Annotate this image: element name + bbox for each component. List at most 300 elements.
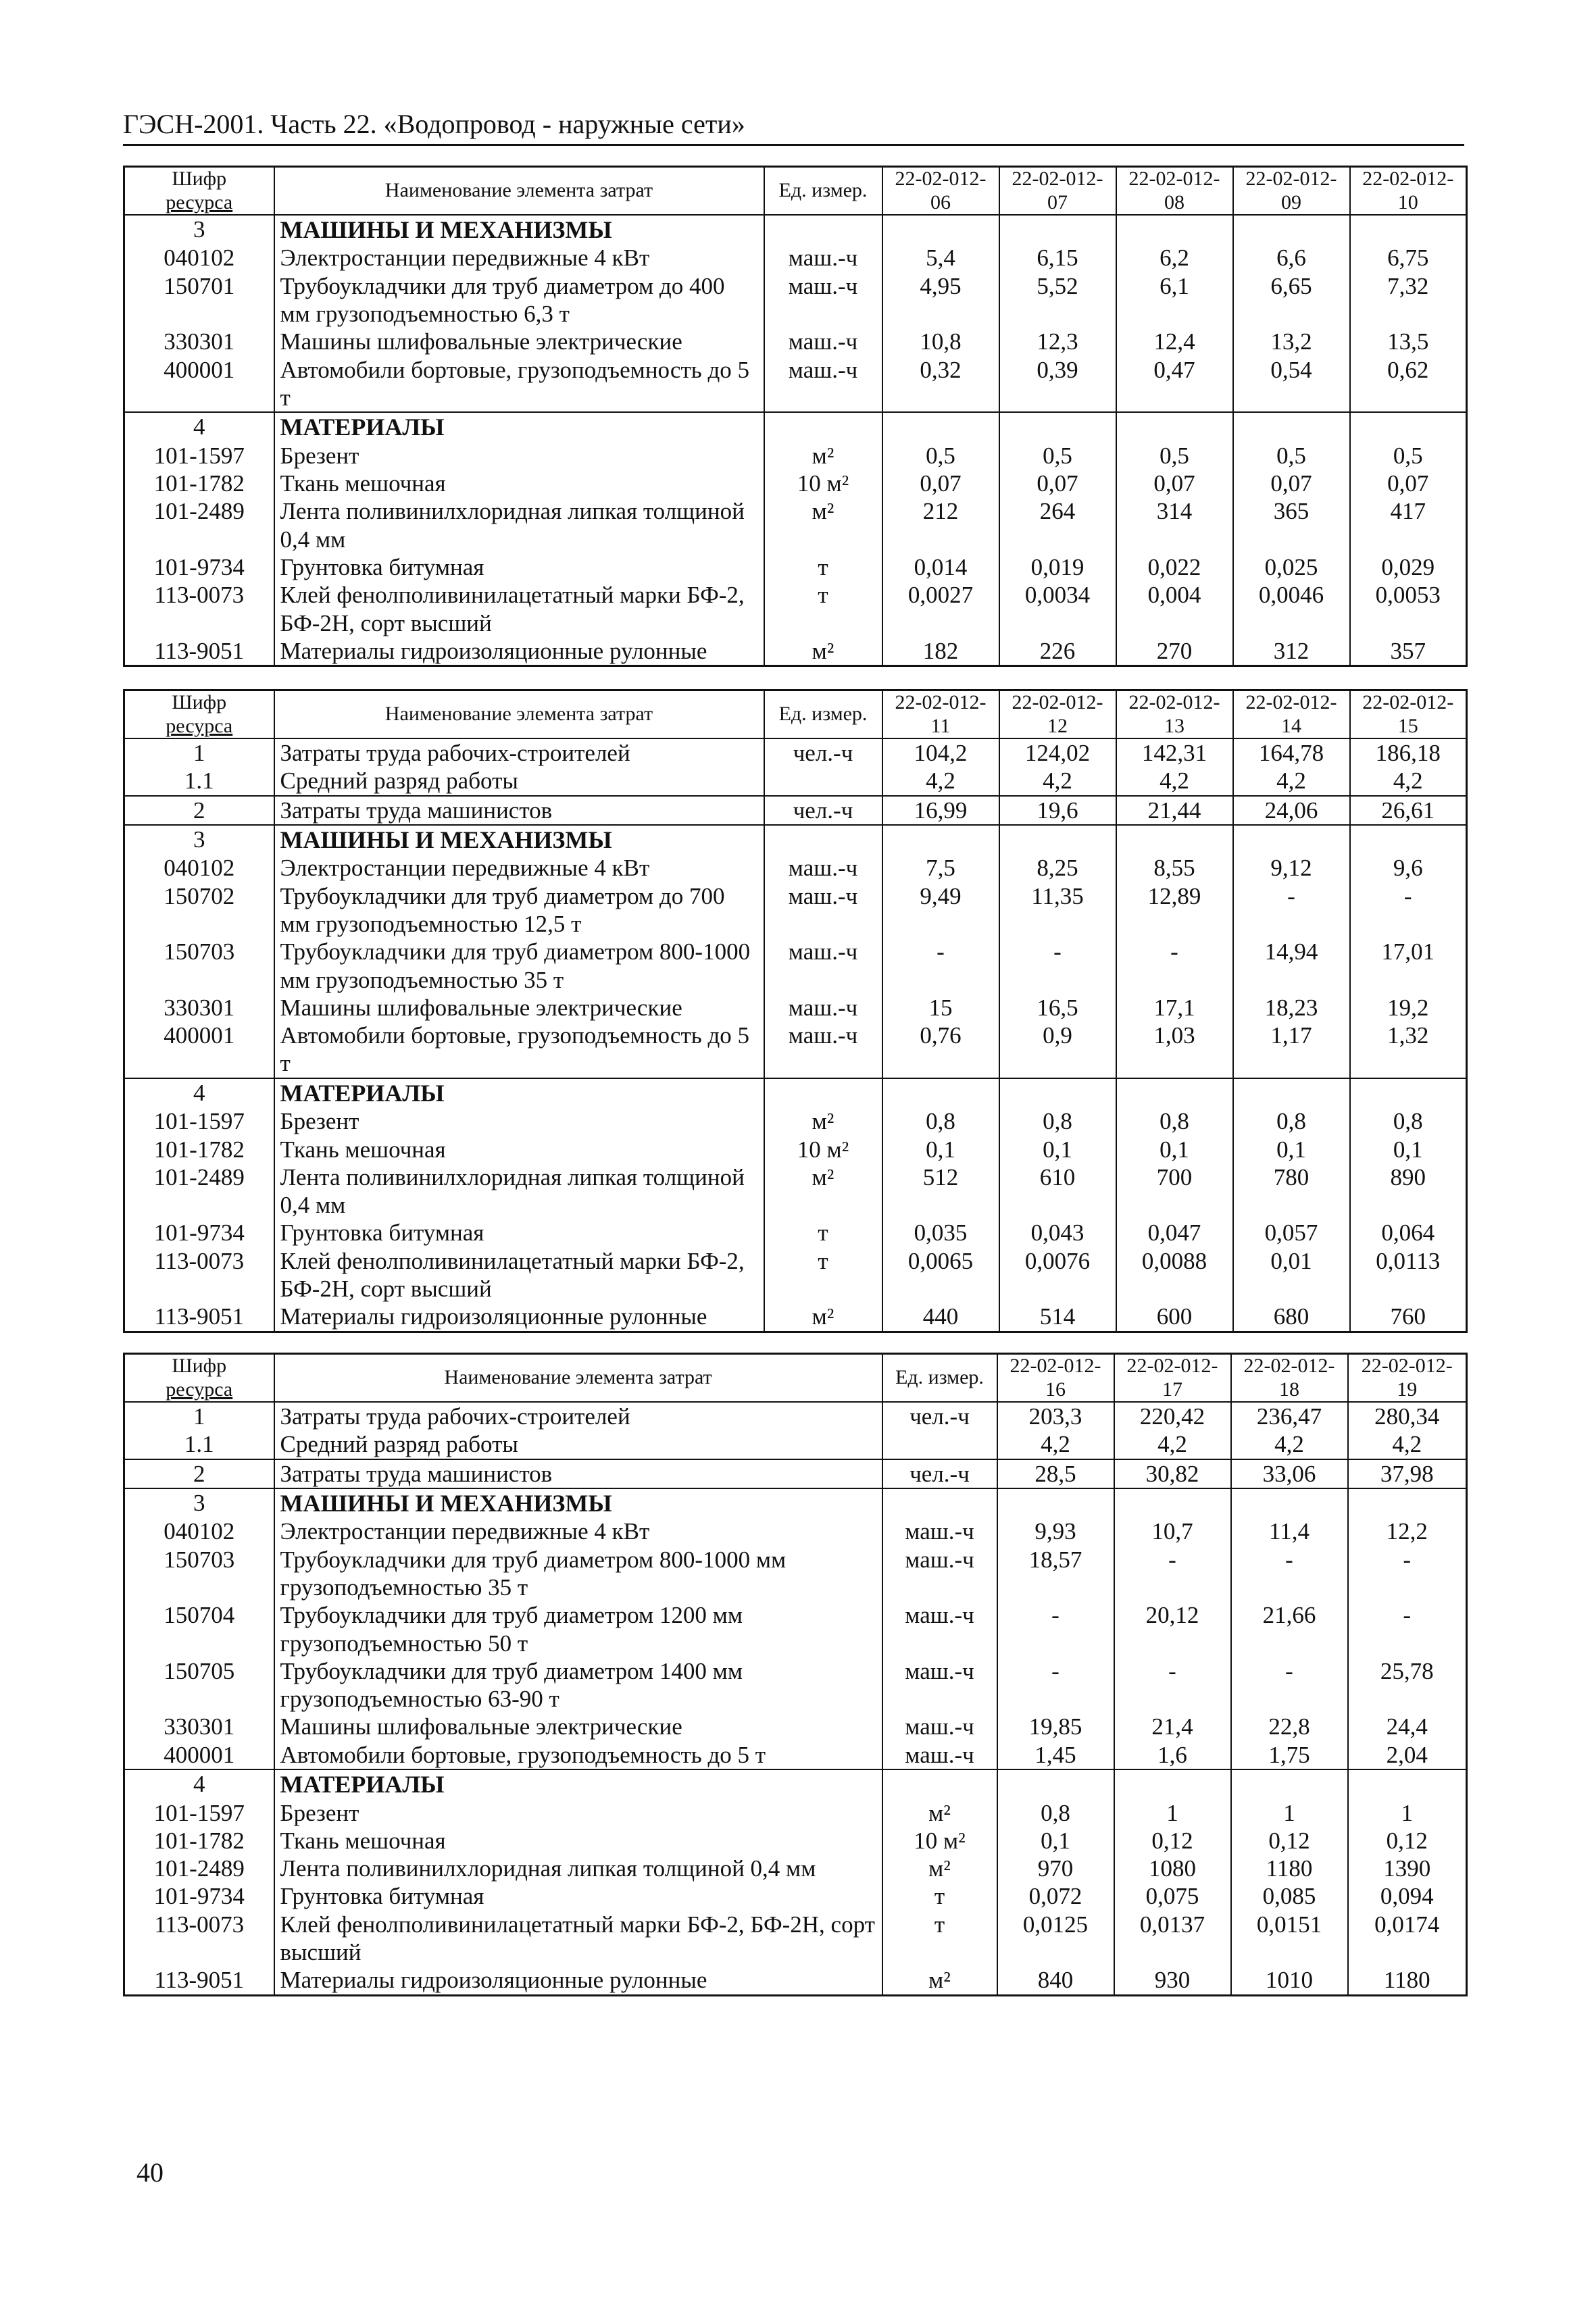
value-cell: 0,12 [1348, 1827, 1467, 1855]
resource-code-cell: 4 [124, 412, 274, 441]
resource-name-cell: Трубоукладчики для труб диаметром 1200 мм грузоподъемностью 50 т [274, 1601, 882, 1657]
value-cell [997, 1488, 1114, 1517]
unit-cell: чел.-ч [882, 1402, 997, 1430]
resource-code-cell: 101-1782 [124, 470, 274, 497]
value-cell: 16,99 [882, 796, 999, 825]
value-cell: 270 [1116, 637, 1233, 666]
table-row [124, 1022, 1467, 1078]
value-cell: 0,075 [1114, 1882, 1231, 1910]
value-cell: 0,8 [1350, 1107, 1467, 1135]
value-cell [882, 412, 999, 441]
value-cell: 0,025 [1233, 553, 1350, 581]
value-cell: 7,5 [882, 854, 999, 882]
value-cell: 9,12 [1233, 854, 1350, 882]
value-cell [1348, 1769, 1467, 1799]
value-cell: 4,2 [1350, 767, 1467, 795]
value-cell: 21,66 [1231, 1601, 1348, 1657]
value-cell: 0,0137 [1114, 1911, 1231, 1967]
value-cell: 10,7 [1114, 1517, 1231, 1545]
resource-name-cell: Брезент [274, 1107, 764, 1135]
value-cell: 0,39 [999, 356, 1116, 413]
value-cell: 680 [1233, 1303, 1350, 1332]
unit-cell: м² [764, 442, 882, 470]
value-cell: 0,014 [882, 553, 999, 581]
table-row [124, 1546, 1467, 1602]
norm-code-header: 22-02-012-13 [1116, 690, 1233, 739]
norm-code-header: 22-02-012-17 [1114, 1354, 1231, 1403]
table-row [124, 1741, 1467, 1769]
table-row [124, 1601, 1467, 1657]
value-cell: 13,2 [1233, 328, 1350, 355]
value-cell: 17,1 [1116, 994, 1233, 1022]
table-row [124, 1163, 1467, 1219]
value-cell: 0,0151 [1231, 1911, 1348, 1967]
resource-table-2 [123, 689, 1468, 1333]
value-cell: 21,4 [1114, 1713, 1231, 1740]
table-row [124, 581, 1467, 637]
table-header-row [124, 690, 1467, 739]
unit-cell: т [764, 553, 882, 581]
resource-name-cell: Материалы гидроизоляционные рулонные [274, 637, 764, 666]
value-cell: - [1231, 1657, 1348, 1713]
value-cell: 19,2 [1350, 994, 1467, 1022]
value-cell [1233, 825, 1350, 854]
unit-cell: м² [764, 637, 882, 666]
resource-code-cell: 150701 [124, 272, 274, 328]
unit-cell: маш.-ч [764, 272, 882, 328]
norm-code-header: 22-02-012-11 [882, 690, 999, 739]
page-header: ГЭСН-2001. Часть 22. «Водопровод - наружные сети» [123, 108, 1464, 146]
table-row [124, 1799, 1467, 1827]
value-cell: 0,8 [1116, 1107, 1233, 1135]
value-cell [882, 825, 999, 854]
resource-code-cell: 101-1597 [124, 1799, 274, 1827]
value-cell: 4,2 [1231, 1430, 1348, 1459]
value-cell: 124,02 [999, 738, 1116, 767]
resource-code-cell: 040102 [124, 854, 274, 882]
unit-cell [882, 1488, 997, 1517]
resource-code-cell: 040102 [124, 1517, 274, 1545]
unit-cell [882, 1769, 997, 1799]
value-cell [999, 412, 1116, 441]
value-cell [999, 1078, 1116, 1107]
table-row [124, 244, 1467, 272]
table-row [124, 1855, 1467, 1882]
value-cell: 33,06 [1231, 1459, 1348, 1488]
value-cell: 700 [1116, 1163, 1233, 1219]
resource-code-cell: 3 [124, 1488, 274, 1517]
value-cell: 4,2 [1348, 1430, 1467, 1459]
resource-name-cell: Ткань мешочная [274, 470, 764, 497]
value-cell: 2,04 [1348, 1741, 1467, 1769]
table-row [124, 1911, 1467, 1967]
resource-code-cell: 1.1 [124, 767, 274, 795]
unit-cell: маш.-ч [764, 1022, 882, 1078]
resource-code-cell: 101-1782 [124, 1827, 274, 1855]
value-cell: - [999, 938, 1116, 994]
resource-code-cell: 101-9734 [124, 1219, 274, 1247]
value-cell: 1 [1348, 1799, 1467, 1827]
resource-name-cell: Автомобили бортовые, грузоподъемность до 5 т [274, 1741, 882, 1769]
value-cell [1114, 1769, 1231, 1799]
unit-cell: м² [764, 1107, 882, 1135]
resource-name-cell: Электростанции передвижные 4 кВт [274, 1517, 882, 1545]
value-cell: 0,004 [1116, 581, 1233, 637]
value-cell: 6,6 [1233, 244, 1350, 272]
resource-code-cell: 101-1597 [124, 1107, 274, 1135]
resource-name-cell: Трубоукладчики для труб диаметром до 700 мм грузоподъемностью 12,5 т [274, 882, 764, 938]
value-cell: 1010 [1231, 1966, 1348, 1995]
table-row [124, 738, 1467, 767]
unit-cell: маш.-ч [764, 328, 882, 355]
resource-name-cell: Клей фенолполивинилацетатный марки БФ-2, БФ-2Н, сорт высший [274, 581, 764, 637]
value-cell: 512 [882, 1163, 999, 1219]
name-column-header: Наименование элемента затрат [274, 1354, 882, 1403]
value-cell: 203,3 [997, 1402, 1114, 1430]
value-cell: 357 [1350, 637, 1467, 666]
value-cell: 6,65 [1233, 272, 1350, 328]
resource-name-cell: Электростанции передвижные 4 кВт [274, 244, 764, 272]
table-row [124, 767, 1467, 795]
value-cell: - [882, 938, 999, 994]
norm-code-header: 22-02-012-18 [1231, 1354, 1348, 1403]
value-cell: 24,4 [1348, 1713, 1467, 1740]
resource-code-cell: 3 [124, 825, 274, 854]
value-cell: 1180 [1231, 1855, 1348, 1882]
value-cell [1116, 1078, 1233, 1107]
resource-code-cell: 4 [124, 1078, 274, 1107]
value-cell: 930 [1114, 1966, 1231, 1995]
value-cell: 5,52 [999, 272, 1116, 328]
unit-cell: м² [882, 1966, 997, 1995]
value-cell: 12,3 [999, 328, 1116, 355]
resource-name-cell: Трубоукладчики для труб диаметром 800-1000 мм грузоподъемностью 35 т [274, 938, 764, 994]
value-cell: 12,2 [1348, 1517, 1467, 1545]
value-cell: 12,89 [1116, 882, 1233, 938]
value-cell: 0,022 [1116, 553, 1233, 581]
value-cell: 6,75 [1350, 244, 1467, 272]
norm-code-header: 22-02-012-09 [1233, 167, 1350, 216]
resource-name-cell: Затраты труда машинистов [274, 796, 764, 825]
value-cell: 0,12 [1231, 1827, 1348, 1855]
value-cell: 9,6 [1350, 854, 1467, 882]
value-cell: 24,06 [1233, 796, 1350, 825]
table-row [124, 412, 1467, 441]
resource-name-cell: Машины шлифовальные электрические [274, 1713, 882, 1740]
norm-code-header: 22-02-012-19 [1348, 1354, 1467, 1403]
value-cell: 0,0088 [1116, 1247, 1233, 1303]
value-cell: 212 [882, 497, 999, 553]
value-cell: 0,8 [1233, 1107, 1350, 1135]
unit-cell: т [764, 1247, 882, 1303]
value-cell: - [1231, 1546, 1348, 1602]
value-cell: 20,12 [1114, 1601, 1231, 1657]
value-cell: 4,2 [1233, 767, 1350, 795]
name-column-header: Наименование элемента затрат [274, 690, 764, 739]
resource-code-cell: 330301 [124, 994, 274, 1022]
table-row [124, 1459, 1467, 1488]
unit-cell: маш.-ч [882, 1546, 997, 1602]
unit-cell: м² [764, 497, 882, 553]
unit-cell [764, 1078, 882, 1107]
resource-code-cell: 101-2489 [124, 1163, 274, 1219]
value-cell: 4,2 [1116, 767, 1233, 795]
resource-code-cell: 113-9051 [124, 637, 274, 666]
value-cell: 6,15 [999, 244, 1116, 272]
norm-code-header: 22-02-012-10 [1350, 167, 1467, 216]
value-cell [882, 215, 999, 244]
table-row [124, 637, 1467, 666]
table-row [124, 1303, 1467, 1332]
value-cell: 0,47 [1116, 356, 1233, 413]
value-cell: 0,54 [1233, 356, 1350, 413]
value-cell [999, 215, 1116, 244]
value-cell: 11,4 [1231, 1517, 1348, 1545]
value-cell: 0,043 [999, 1219, 1116, 1247]
resource-code-cell: 4 [124, 1769, 274, 1799]
value-cell [1350, 215, 1467, 244]
unit-cell: маш.-ч [764, 244, 882, 272]
value-cell: 312 [1233, 637, 1350, 666]
value-cell: 264 [999, 497, 1116, 553]
unit-cell [764, 215, 882, 244]
unit-cell: маш.-ч [882, 1713, 997, 1740]
value-cell: 8,25 [999, 854, 1116, 882]
value-cell [1116, 825, 1233, 854]
value-cell: 0,0076 [999, 1247, 1116, 1303]
value-cell: 610 [999, 1163, 1116, 1219]
table-row [124, 553, 1467, 581]
resource-code-cell: 113-0073 [124, 1247, 274, 1303]
resource-table-1 [123, 166, 1468, 667]
resource-name-cell: МАТЕРИАЛЫ [274, 412, 764, 441]
value-cell: 0,029 [1350, 553, 1467, 581]
value-cell: 0,072 [997, 1882, 1114, 1910]
value-cell: 417 [1350, 497, 1467, 553]
value-cell: 236,47 [1231, 1402, 1348, 1430]
table-row [124, 1769, 1467, 1799]
resource-name-cell: МАТЕРИАЛЫ [274, 1078, 764, 1107]
value-cell: 1390 [1348, 1855, 1467, 1882]
value-cell: 0,5 [1116, 442, 1233, 470]
resource-code-cell: 330301 [124, 1713, 274, 1740]
value-cell: 4,95 [882, 272, 999, 328]
table-header-row [124, 1354, 1467, 1403]
value-cell: 0,0027 [882, 581, 999, 637]
unit-cell [764, 767, 882, 795]
unit-column-header: Ед. измер. [764, 167, 882, 216]
resource-code-cell: 101-1597 [124, 442, 274, 470]
resource-name-cell: Трубоукладчики для труб диаметром до 400 мм грузоподъемностью 6,3 т [274, 272, 764, 328]
resource-code-cell: 1 [124, 1402, 274, 1430]
norm-code-header: 22-02-012-15 [1350, 690, 1467, 739]
value-cell [997, 1769, 1114, 1799]
value-cell: 1180 [1348, 1966, 1467, 1995]
value-cell: 4,2 [999, 767, 1116, 795]
value-cell: - [1350, 882, 1467, 938]
unit-cell [764, 412, 882, 441]
value-cell: 1,32 [1350, 1022, 1467, 1078]
resource-name-cell: Трубоукладчики для труб диаметром 1400 мм грузоподъемностью 63-90 т [274, 1657, 882, 1713]
resource-name-cell: МАШИНЫ И МЕХАНИЗМЫ [274, 1488, 882, 1517]
value-cell: - [1233, 882, 1350, 938]
norm-code-header: 22-02-012-06 [882, 167, 999, 216]
value-cell [1231, 1769, 1348, 1799]
value-cell: 1,75 [1231, 1741, 1348, 1769]
value-cell: 14,94 [1233, 938, 1350, 994]
resource-name-cell: Электростанции передвижные 4 кВт [274, 854, 764, 882]
value-cell: 18,23 [1233, 994, 1350, 1022]
unit-cell: маш.-ч [764, 854, 882, 882]
value-cell: 0,094 [1348, 1882, 1467, 1910]
value-cell: - [1116, 938, 1233, 994]
unit-cell: м² [882, 1799, 997, 1827]
unit-cell: 10 м² [764, 1136, 882, 1163]
unit-cell [882, 1430, 997, 1459]
table-row [124, 1219, 1467, 1247]
value-cell [1350, 412, 1467, 441]
table-row [124, 1882, 1467, 1910]
table-row [124, 470, 1467, 497]
value-cell: - [1348, 1601, 1467, 1657]
value-cell [1116, 215, 1233, 244]
value-cell [1348, 1488, 1467, 1517]
table-row [124, 1136, 1467, 1163]
resource-code-cell: 150704 [124, 1601, 274, 1657]
resource-name-cell: Машины шлифовальные электрические [274, 994, 764, 1022]
value-cell: 19,85 [997, 1713, 1114, 1740]
resource-name-cell: Средний разряд работы [274, 767, 764, 795]
value-cell [999, 825, 1116, 854]
value-cell: 1,45 [997, 1741, 1114, 1769]
value-cell: 182 [882, 637, 999, 666]
value-cell: 0,1 [1233, 1136, 1350, 1163]
resource-code-cell: 330301 [124, 328, 274, 355]
table-row [124, 1827, 1467, 1855]
code-column-header: Шифр ресурса [124, 167, 274, 216]
value-cell: 0,0034 [999, 581, 1116, 637]
value-cell: 8,55 [1116, 854, 1233, 882]
value-cell: 0,8 [999, 1107, 1116, 1135]
resource-name-cell: Затраты труда рабочих-строителей [274, 1402, 882, 1430]
table-row [124, 1966, 1467, 1995]
unit-column-header: Ед. измер. [882, 1354, 997, 1403]
value-cell: 0,085 [1231, 1882, 1348, 1910]
value-cell [1233, 215, 1350, 244]
table-row [124, 1247, 1467, 1303]
value-cell: 11,35 [999, 882, 1116, 938]
table-row [124, 1488, 1467, 1517]
resource-name-cell: Материалы гидроизоляционные рулонные [274, 1303, 764, 1332]
table-row [124, 1713, 1467, 1740]
value-cell [882, 1078, 999, 1107]
resource-code-cell: 3 [124, 215, 274, 244]
resource-name-cell: Клей фенолполивинилацетатный марки БФ-2, БФ-2Н, сорт высший [274, 1247, 764, 1303]
value-cell: 28,5 [997, 1459, 1114, 1488]
value-cell: 226 [999, 637, 1116, 666]
value-cell: 970 [997, 1855, 1114, 1882]
value-cell: 0,064 [1350, 1219, 1467, 1247]
value-cell: 890 [1350, 1163, 1467, 1219]
unit-cell: 10 м² [764, 470, 882, 497]
unit-cell: чел.-ч [764, 796, 882, 825]
table-row [124, 882, 1467, 938]
unit-cell: маш.-ч [882, 1601, 997, 1657]
value-cell: 0,8 [997, 1799, 1114, 1827]
page-number: 40 [136, 2157, 164, 2188]
value-cell: 22,8 [1231, 1713, 1348, 1740]
unit-cell: маш.-ч [882, 1741, 997, 1769]
resource-code-cell: 113-9051 [124, 1303, 274, 1332]
resource-name-cell: МАШИНЫ И МЕХАНИЗМЫ [274, 215, 764, 244]
resource-name-cell: Автомобили бортовые, грузоподъемность до 5 т [274, 356, 764, 413]
unit-column-header: Ед. измер. [764, 690, 882, 739]
resource-name-cell: Лента поливинилхлоридная липкая толщиной 0,4 мм [274, 497, 764, 553]
unit-cell: маш.-ч [882, 1517, 997, 1545]
value-cell: - [997, 1657, 1114, 1713]
value-cell: 25,78 [1348, 1657, 1467, 1713]
resource-name-cell: Грунтовка битумная [274, 1219, 764, 1247]
norm-code-header: 22-02-012-08 [1116, 167, 1233, 216]
table-row [124, 1107, 1467, 1135]
table-row [124, 938, 1467, 994]
value-cell: 1 [1231, 1799, 1348, 1827]
value-cell: 164,78 [1233, 738, 1350, 767]
value-cell: - [1348, 1546, 1467, 1602]
resource-code-cell: 101-9734 [124, 1882, 274, 1910]
unit-cell: маш.-ч [764, 356, 882, 413]
value-cell: 780 [1233, 1163, 1350, 1219]
resource-name-cell: Средний разряд работы [274, 1430, 882, 1459]
resource-code-cell: 101-9734 [124, 553, 274, 581]
value-cell: 21,44 [1116, 796, 1233, 825]
resource-code-cell: 101-1782 [124, 1136, 274, 1163]
resource-name-cell: Автомобили бортовые, грузоподъемность до 5 т [274, 1022, 764, 1078]
value-cell: 0,0125 [997, 1911, 1114, 1967]
resource-code-cell: 113-0073 [124, 1911, 274, 1967]
value-cell: 0,0174 [1348, 1911, 1467, 1967]
value-cell: 0,1 [1116, 1136, 1233, 1163]
table-header-row [124, 167, 1467, 216]
value-cell: 760 [1350, 1303, 1467, 1332]
value-cell: 0,5 [1350, 442, 1467, 470]
value-cell: 6,1 [1116, 272, 1233, 328]
value-cell: - [997, 1601, 1114, 1657]
resource-name-cell: Машины шлифовальные электрические [274, 328, 764, 355]
value-cell [1233, 412, 1350, 441]
value-cell: - [1114, 1657, 1231, 1713]
value-cell: 4,2 [882, 767, 999, 795]
unit-cell: т [882, 1882, 997, 1910]
unit-cell: чел.-ч [764, 738, 882, 767]
value-cell: 0,1 [1350, 1136, 1467, 1163]
value-cell: 0,01 [1233, 1247, 1350, 1303]
unit-cell: маш.-ч [882, 1657, 997, 1713]
table-row [124, 215, 1467, 244]
value-cell: 19,6 [999, 796, 1116, 825]
resource-code-cell: 040102 [124, 244, 274, 272]
value-cell [1233, 1078, 1350, 1107]
value-cell: 0,07 [999, 470, 1116, 497]
value-cell: 0,1 [999, 1136, 1116, 1163]
value-cell: 1,17 [1233, 1022, 1350, 1078]
value-cell [1231, 1488, 1348, 1517]
value-cell: 186,18 [1350, 738, 1467, 767]
value-cell: 10,8 [882, 328, 999, 355]
resource-name-cell: Брезент [274, 442, 764, 470]
value-cell: 600 [1116, 1303, 1233, 1332]
resource-name-cell: Брезент [274, 1799, 882, 1827]
